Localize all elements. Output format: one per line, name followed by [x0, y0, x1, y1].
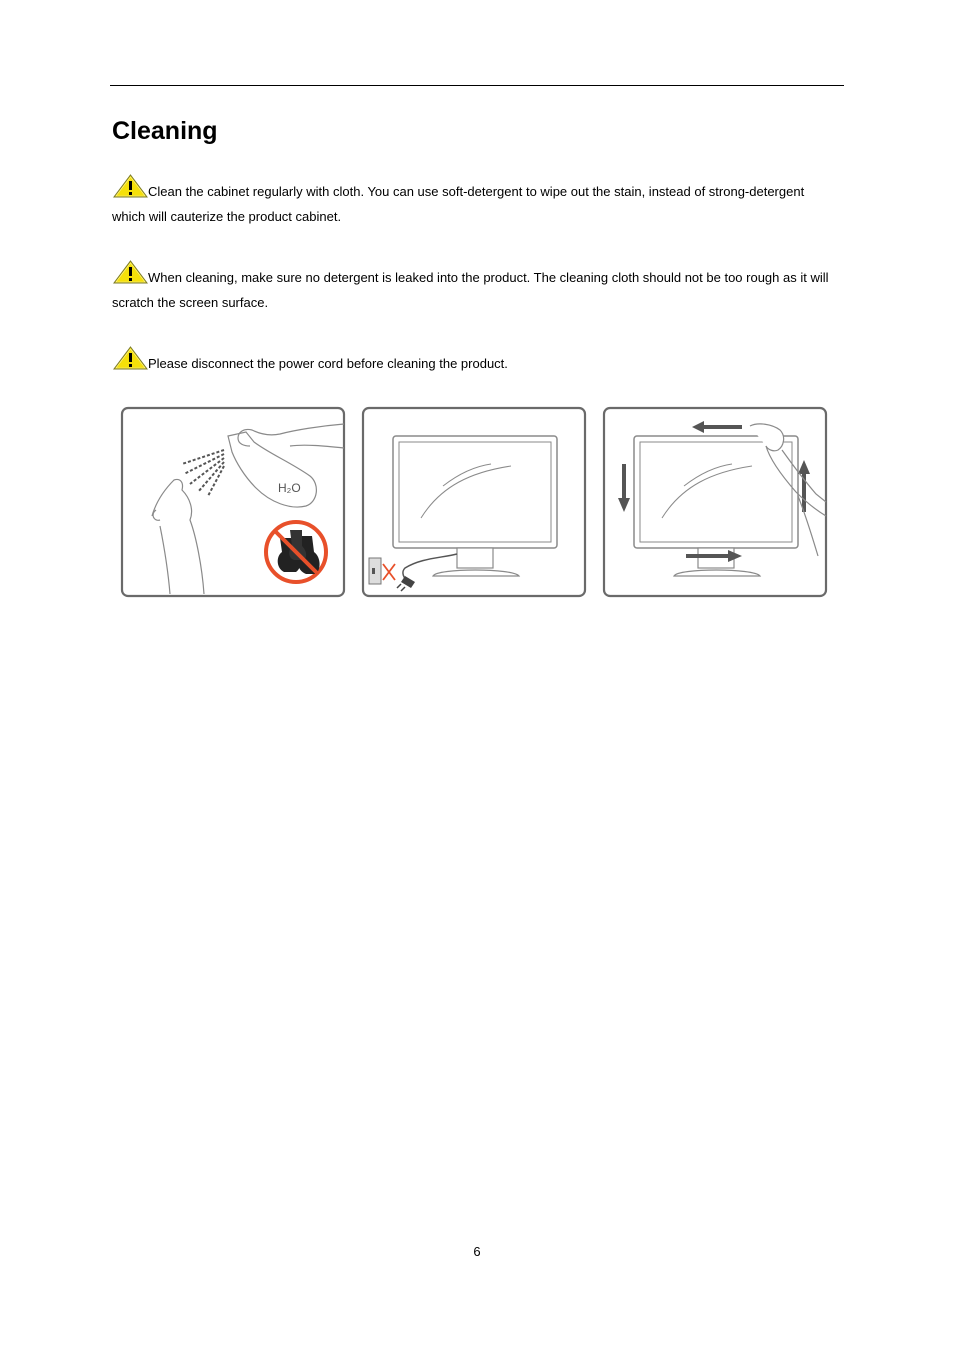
spray-water-illustration: [120, 406, 346, 598]
warning-text: Clean the cabinet regularly with cloth. You can use soft-detergent to wipe out the stain, instead of strong-detergent which will cauterize the product cabinet.: [112, 184, 805, 224]
section-title: Cleaning: [112, 117, 218, 145]
bottle-label: H₂O: [278, 481, 301, 495]
warning-text: When cleaning, make sure no detergent is leaked into the product. The cleaning cloth should not be too rough as it will scratch the screen surface.: [112, 270, 829, 310]
header-rule: [110, 85, 844, 86]
warning-triangle-icon: [113, 174, 148, 198]
unplug-power-illustration: [361, 406, 587, 598]
warning-paragraph-3: [112, 346, 832, 376]
warning-triangle-icon: [113, 260, 148, 284]
warning-paragraph-1: [112, 174, 832, 229]
warning-paragraph-2: [112, 260, 832, 315]
wipe-screen-illustration: [602, 406, 828, 598]
cleaning-illustrations: [120, 406, 832, 600]
warning-text: Please disconnect the power cord before cleaning the product.: [148, 356, 508, 371]
warning-triangle-icon: [113, 346, 148, 370]
page-number: 6: [473, 1244, 481, 1259]
